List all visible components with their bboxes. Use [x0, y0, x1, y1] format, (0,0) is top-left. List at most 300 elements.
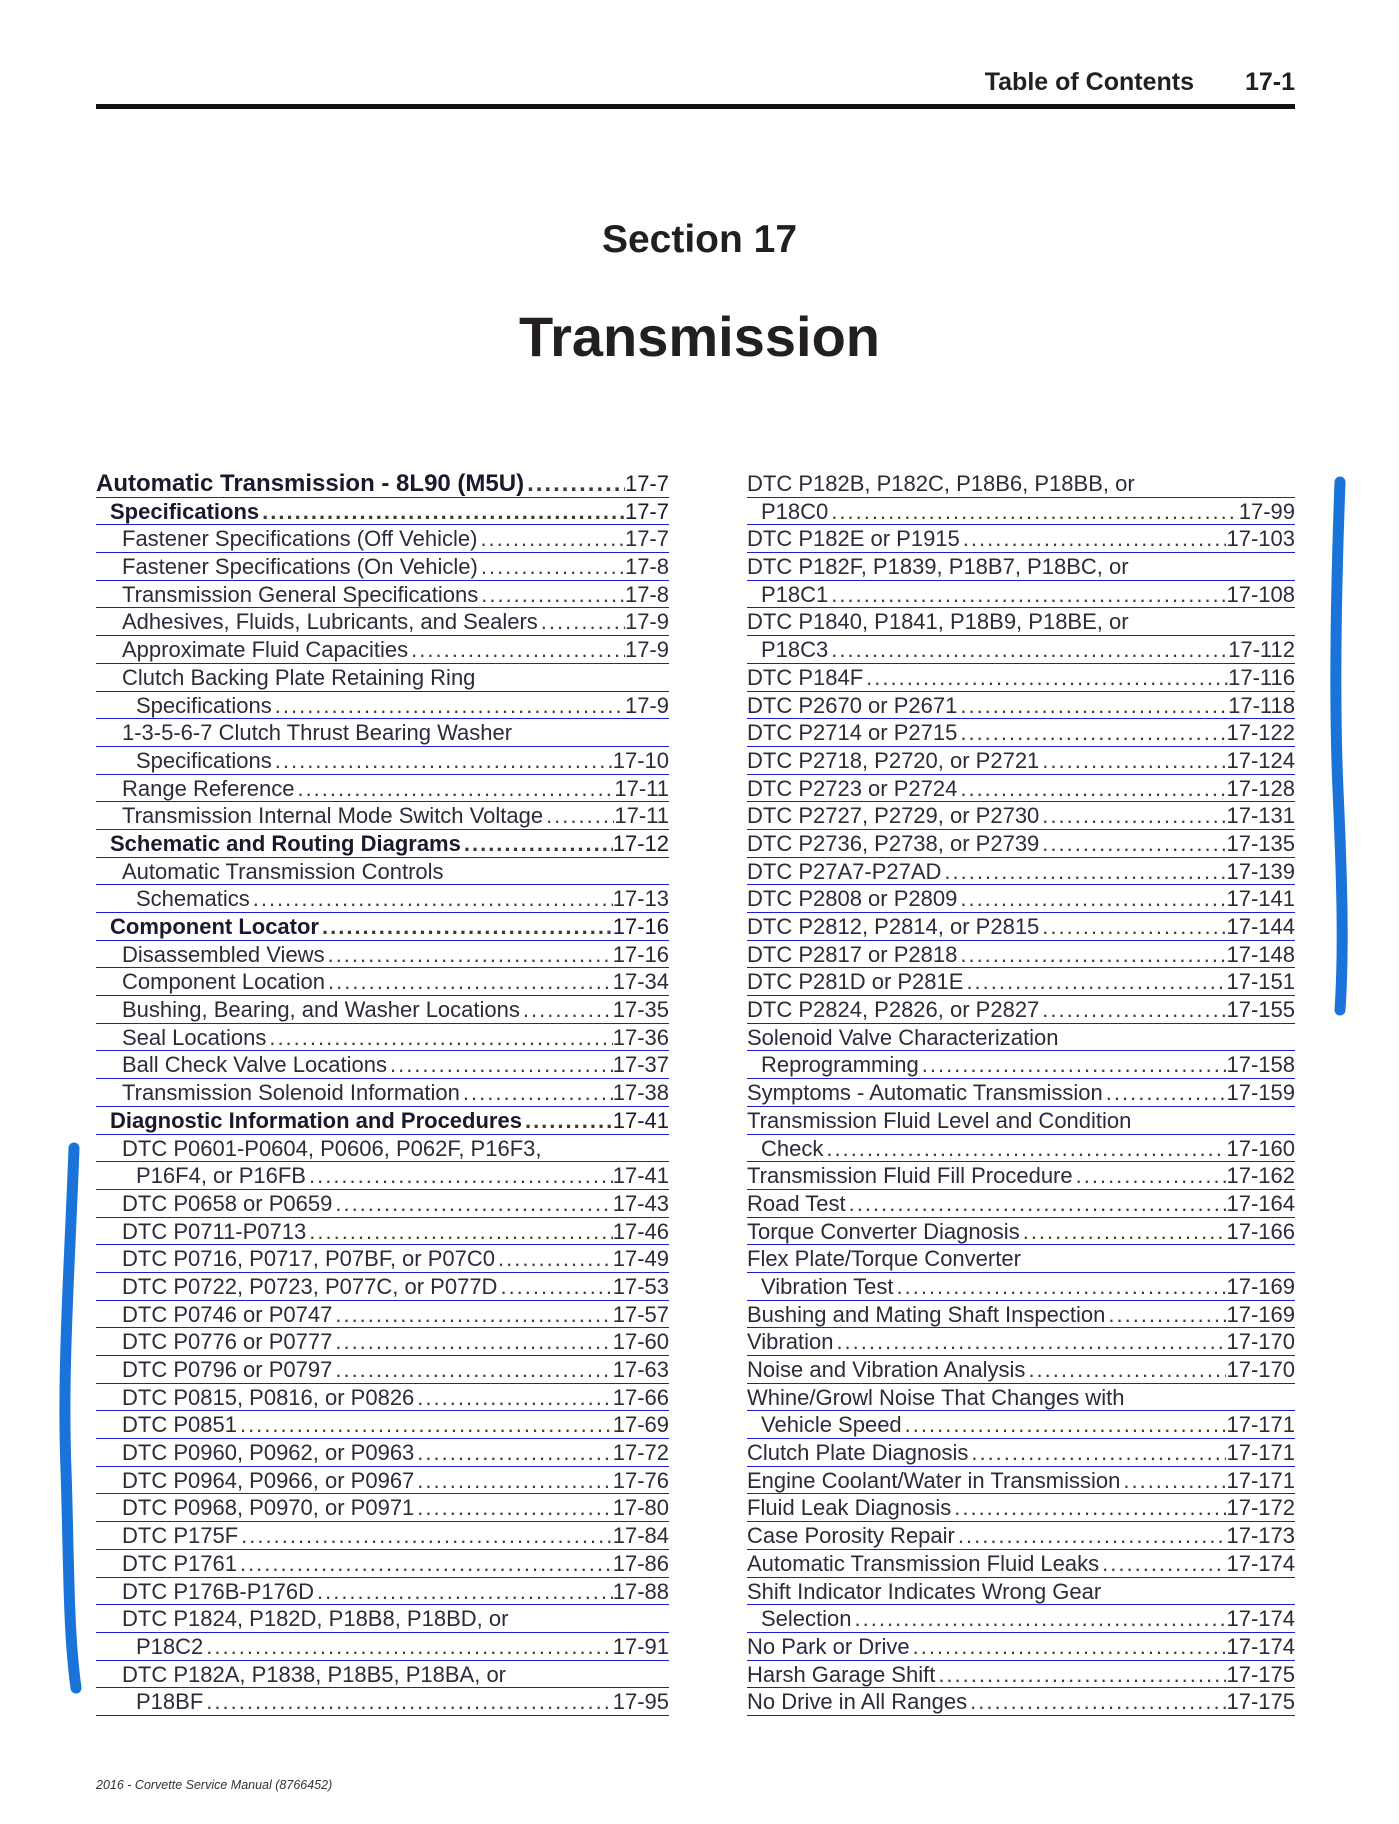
toc-entry[interactable] [96, 498, 669, 526]
toc-entry[interactable] [96, 1494, 669, 1522]
toc-entry-page: 17-175 [1226, 1689, 1295, 1715]
page-footer: 2016 - Corvette Service Manual (8766452) [96, 1778, 333, 1792]
toc-entry[interactable] [747, 719, 1295, 747]
toc-entry-title: Noise and Vibration Analysis [747, 1357, 1026, 1382]
toc-entry[interactable] [96, 664, 669, 692]
toc-entry[interactable] [96, 608, 669, 636]
toc-entry-title: DTC P1840, P1841, P18B9, P18BE, or [747, 609, 1129, 635]
toc-entry-page: 17-88 [612, 1578, 669, 1604]
toc-left-column [96, 470, 669, 1716]
toc-entry[interactable] [747, 996, 1295, 1024]
toc-entry-title: Harsh Garage Shift [747, 1661, 936, 1687]
toc-entry-title: DTC P2718, P2720, or P2721 [747, 747, 1040, 773]
toc-entry[interactable] [747, 1494, 1295, 1522]
toc-entry-title: DTC P0601-P0604, P0606, P062F, P16F3, [122, 1135, 542, 1161]
toc-entry-title: 1-3-5-6-7 Clutch Thrust Bearing Washer [122, 720, 513, 746]
toc-dot-leader [863, 664, 1228, 692]
toc-dot-leader [1039, 830, 1226, 858]
toc-entry[interactable] [747, 1107, 1295, 1135]
toc-entry[interactable] [96, 1218, 669, 1246]
toc-entry-title: DTC P1824, P182D, P18B8, P18BD, or [122, 1606, 509, 1632]
toc-dot-leader [414, 1439, 612, 1467]
toc-dot-leader [414, 1467, 612, 1495]
toc-entry-page: 17-49 [612, 1246, 669, 1272]
toc-dot-leader [325, 941, 613, 969]
toc-entry-page: 17-38 [612, 1080, 669, 1106]
toc-dot-leader [203, 1633, 612, 1661]
toc-entry-page: 17-12 [612, 830, 669, 856]
toc-entry-page: 17-69 [612, 1412, 669, 1438]
toc-entry[interactable] [96, 1301, 669, 1329]
toc-entry[interactable] [747, 1661, 1295, 1689]
toc-entry-page: 17-7 [624, 471, 669, 496]
toc-entry[interactable] [747, 913, 1295, 941]
toc-entry-page: 17-141 [1226, 886, 1295, 912]
toc-entry-page: 17-9 [624, 609, 669, 635]
toc-entry-title: Check [761, 1135, 824, 1161]
toc-entry-page: 17-11 [614, 803, 669, 829]
toc-dot-leader [250, 885, 613, 913]
toc-entry[interactable] [96, 1079, 669, 1107]
section-label: Section 17 [601, 218, 798, 261]
toc-dot-leader [957, 719, 1226, 747]
toc-entry[interactable] [96, 1661, 669, 1689]
toc-entry[interactable] [96, 996, 669, 1024]
toc-entry-title: Adhesives, Fluids, Lubricants, and Sealers [122, 609, 538, 635]
toc-entry-page: 17-174 [1226, 1633, 1295, 1659]
toc-entry[interactable] [96, 719, 669, 747]
toc-entry-page: 17-95 [612, 1689, 669, 1715]
toc-entry-title: DTC P0746 or P0747 [122, 1301, 333, 1327]
toc-dot-leader [968, 1439, 1226, 1467]
toc-entry-title: Bushing, Bearing, and Washer Locations [122, 997, 520, 1023]
toc-entry-title: DTC P2812, P2814, or P2815 [747, 914, 1040, 939]
toc-entry-title: P18C0 [761, 498, 829, 524]
toc-entry-title: Clutch Plate Diagnosis [747, 1440, 969, 1466]
toc-dot-leader [941, 858, 1226, 886]
toc-entry[interactable] [747, 775, 1295, 803]
toc-entry-page: 17-173 [1226, 1523, 1295, 1549]
toc-dot-leader [238, 1522, 613, 1550]
toc-entry[interactable] [747, 498, 1295, 526]
toc-dot-leader [408, 636, 625, 664]
toc-dot-leader [951, 1494, 1226, 1522]
toc-entry[interactable] [96, 692, 669, 720]
toc-entry-title: Case Porosity Repair [747, 1523, 955, 1549]
toc-entry[interactable] [96, 1328, 669, 1356]
toc-entry-title: Torque Converter Diagnosis [747, 1218, 1020, 1244]
toc-dot-leader [460, 1079, 613, 1107]
toc-dot-leader [332, 1190, 612, 1218]
toc-dot-leader [306, 1218, 612, 1246]
toc-entry-page: 17-9 [624, 637, 669, 663]
toc-entry-title: Automatic Transmission Controls [122, 858, 444, 884]
page-header [96, 68, 1295, 109]
toc-entry[interactable] [747, 608, 1295, 636]
toc-entry-page: 17-171 [1226, 1440, 1295, 1466]
toc-entry-title: Engine Coolant/Water in Transmission [747, 1467, 1121, 1493]
toc-entry[interactable] [747, 1135, 1295, 1163]
toc-entry[interactable] [96, 553, 669, 581]
toc-entry[interactable] [747, 1328, 1295, 1356]
toc-entry[interactable] [96, 1051, 669, 1079]
toc-entry[interactable] [96, 1273, 669, 1301]
toc-entry[interactable] [96, 1384, 669, 1412]
annotation-marker-right [1318, 470, 1358, 1030]
header-title: Table of Contents [984, 68, 1194, 96]
annotation-marker-left [52, 1140, 92, 1700]
toc-entry[interactable] [96, 775, 669, 803]
toc-entry[interactable] [96, 1245, 669, 1273]
toc-entry-page: 17-160 [1226, 1135, 1295, 1161]
toc-entry[interactable] [747, 553, 1295, 581]
toc-entry-page: 17-174 [1226, 1606, 1295, 1632]
toc-entry-page: 17-43 [612, 1190, 669, 1216]
toc-dot-leader [387, 1051, 613, 1079]
toc-entry[interactable] [747, 1301, 1295, 1329]
toc-entry-page: 17-159 [1226, 1080, 1295, 1106]
toc-entry-page: 17-171 [1226, 1412, 1295, 1438]
toc-entry[interactable] [96, 525, 669, 553]
toc-dot-leader [306, 1162, 613, 1190]
toc-entry-title: Road Test [747, 1190, 846, 1216]
toc-entry-title: Approximate Fluid Capacities [122, 637, 409, 663]
header-page-number: 17-1 [1244, 68, 1295, 96]
toc-dot-leader [823, 1135, 1226, 1163]
toc-dot-leader [314, 1578, 613, 1606]
toc-entry-page: 17-84 [612, 1523, 669, 1549]
toc-entry[interactable] [747, 858, 1295, 886]
toc-dot-leader [332, 1356, 612, 1384]
toc-dot-leader [237, 1550, 613, 1578]
toc-entry-title: No Park or Drive [747, 1633, 910, 1659]
toc-entry[interactable] [747, 968, 1295, 996]
toc-entry-title: DTC P182B, P182C, P18B6, P18BB, or [747, 471, 1135, 496]
toc-entry-title: DTC P0711-P0713 [122, 1218, 307, 1244]
toc-dot-leader [957, 885, 1226, 913]
toc-entry[interactable] [96, 1190, 669, 1218]
toc-entry[interactable] [96, 470, 669, 498]
toc-entry[interactable] [96, 581, 669, 609]
toc-entry[interactable] [96, 1107, 669, 1135]
toc-entry-title: P18C2 [136, 1633, 204, 1659]
toc-entry-title: P16F4, or P16FB [136, 1163, 306, 1189]
toc-entry-title: Fastener Specifications (On Vehicle) [122, 554, 478, 580]
toc-entry[interactable] [747, 1467, 1295, 1495]
toc-dot-leader [828, 581, 1226, 609]
toc-entry-page: 17-174 [1226, 1550, 1295, 1576]
toc-entry[interactable] [747, 1605, 1295, 1633]
toc-dot-leader [957, 941, 1226, 969]
toc-entry-title: Shift Indicator Indicates Wrong Gear [747, 1578, 1102, 1604]
toc-dot-leader [846, 1190, 1227, 1218]
toc-entry[interactable] [747, 885, 1295, 913]
toc-dot-leader [203, 1688, 612, 1716]
toc-entry[interactable] [96, 1135, 669, 1163]
toc-entry[interactable] [747, 1079, 1295, 1107]
toc-entry-title: Specifications [136, 692, 272, 718]
toc-entry-title: Diagnostic Information and Procedures [110, 1107, 522, 1133]
toc-entry[interactable] [96, 858, 669, 886]
toc-entry-page: 17-7 [624, 498, 669, 524]
toc-entry-title: DTC P1761 [122, 1550, 237, 1576]
toc-entry[interactable] [747, 1024, 1295, 1052]
toc-entry-title: DTC P176B-P176D [122, 1578, 314, 1604]
toc-entry[interactable] [747, 1356, 1295, 1384]
toc-entry-page: 17-148 [1226, 941, 1295, 967]
toc-entry-title: Specifications [136, 747, 272, 773]
toc-entry-page: 17-63 [612, 1357, 669, 1382]
toc-entry-title: DTC P184F [747, 664, 864, 690]
toc-entry-page: 17-11 [614, 775, 669, 801]
toc-entry[interactable] [747, 1384, 1295, 1412]
toc-dot-leader [237, 1411, 613, 1439]
toc-right-column [747, 470, 1295, 1716]
toc-entry-page: 17-76 [612, 1467, 669, 1493]
toc-entry[interactable] [747, 1051, 1295, 1079]
toc-entry-page: 17-118 [1228, 692, 1295, 718]
toc-dot-leader [1073, 1162, 1227, 1190]
toc-entry-title: Selection [761, 1606, 852, 1632]
toc-entry-title: Component Locator [110, 914, 319, 939]
toc-entry-page: 17-41 [612, 1163, 669, 1189]
toc-entry-page: 17-169 [1226, 1273, 1295, 1299]
toc-entry-title: DTC P0964, P0966, or P0967 [122, 1467, 415, 1493]
toc-entry-page: 17-57 [612, 1301, 669, 1327]
toc-entry[interactable] [96, 802, 669, 830]
toc-entry[interactable] [747, 1411, 1295, 1439]
toc-dot-leader [520, 996, 613, 1024]
toc-entry[interactable] [747, 525, 1295, 553]
toc-entry[interactable] [96, 1356, 669, 1384]
toc-dot-leader [967, 1688, 1226, 1716]
toc-entry-page: 17-135 [1226, 830, 1295, 856]
toc-entry-page: 17-128 [1226, 775, 1295, 801]
toc-entry[interactable] [96, 1550, 669, 1578]
toc-entry[interactable] [747, 1162, 1295, 1190]
toc-dot-leader [524, 470, 625, 498]
toc-entry[interactable] [747, 1633, 1295, 1661]
toc-entry-title: DTC P0960, P0962, or P0963 [122, 1440, 415, 1466]
toc-dot-leader [538, 608, 625, 636]
toc-entry-title: DTC P2727, P2729, or P2730 [747, 803, 1040, 829]
toc-entry-page: 17-112 [1228, 637, 1295, 663]
toc-entry-page: 17-144 [1226, 914, 1295, 939]
toc-entry[interactable] [96, 913, 669, 941]
toc-entry-title: No Drive in All Ranges [747, 1689, 968, 1715]
toc-entry-page: 17-16 [612, 941, 669, 967]
toc-entry-title: DTC P2670 or P2671 [747, 692, 958, 718]
toc-entry[interactable] [96, 1439, 669, 1467]
toc-entry-title: Vehicle Speed [761, 1412, 902, 1438]
toc-entry[interactable] [747, 1218, 1295, 1246]
toc-dot-leader [1039, 747, 1226, 775]
toc-entry[interactable] [747, 747, 1295, 775]
toc-entry[interactable] [96, 636, 669, 664]
toc-entry-page: 17-103 [1226, 526, 1295, 552]
toc-dot-leader [332, 1301, 612, 1329]
toc-dot-leader [1039, 913, 1226, 941]
toc-entry-title: P18BF [136, 1689, 204, 1715]
toc-dot-leader [272, 747, 613, 775]
toc-entry[interactable] [96, 1633, 669, 1661]
toc-dot-leader [828, 498, 1238, 526]
toc-entry[interactable] [96, 1605, 669, 1633]
toc-entry-page: 17-175 [1226, 1661, 1295, 1687]
toc-entry-title: P18C3 [761, 637, 829, 663]
toc-entry-title: DTC P0851 [122, 1412, 237, 1438]
toc-dot-leader [894, 1273, 1227, 1301]
toc-entry[interactable] [747, 1273, 1295, 1301]
toc-entry-title: Schematic and Routing Diagrams [110, 830, 461, 856]
toc-entry-page: 17-122 [1226, 720, 1295, 746]
toc-entry-page: 17-139 [1226, 858, 1295, 884]
toc-entry-title: DTC P182A, P1838, P18B5, P18BA, or [122, 1661, 507, 1687]
toc-entry-page: 17-172 [1226, 1495, 1295, 1521]
toc-entry-page: 17-9 [624, 692, 669, 718]
toc-dot-leader [1120, 1467, 1226, 1495]
toc-entry-title: DTC P182F, P1839, P18B7, P18BC, or [747, 554, 1129, 580]
toc-entry[interactable] [747, 830, 1295, 858]
toc-entry[interactable] [96, 830, 669, 858]
toc-entry[interactable] [96, 1522, 669, 1550]
toc-entry-title: DTC P0716, P0717, P07BF, or P07C0 [122, 1246, 495, 1272]
toc-entry-title: DTC P2736, P2738, or P2739 [747, 830, 1040, 856]
toc-entry-page: 17-41 [612, 1107, 669, 1133]
toc-entry-title: Range Reference [122, 775, 295, 801]
toc-entry-page: 17-53 [612, 1273, 669, 1299]
toc-entry-title: DTC P2817 or P2818 [747, 941, 958, 967]
toc-entry-title: Transmission Fluid Fill Procedure [747, 1163, 1073, 1189]
toc-dot-leader [1025, 1356, 1226, 1384]
toc-dot-leader [414, 1494, 612, 1522]
toc-entry-title: Bushing and Mating Shaft Inspection [747, 1301, 1106, 1327]
toc-dot-leader [319, 913, 613, 941]
toc-dot-leader [495, 1245, 613, 1273]
toc-dot-leader [935, 1661, 1226, 1689]
toc-entry[interactable] [96, 941, 669, 969]
toc-dot-leader [543, 802, 614, 830]
toc-dot-leader [1039, 996, 1226, 1024]
toc-dot-leader [852, 1605, 1227, 1633]
toc-entry[interactable] [96, 1467, 669, 1495]
toc-entry[interactable] [747, 1578, 1295, 1606]
toc-dot-leader [259, 498, 625, 526]
toc-dot-leader [497, 1273, 612, 1301]
toc-entry-title: DTC P2714 or P2715 [747, 720, 958, 746]
toc-dot-leader [461, 830, 613, 858]
toc-entry[interactable] [747, 1522, 1295, 1550]
toc-entry-page: 17-171 [1226, 1467, 1295, 1493]
toc-entry-title: Flex Plate/Torque Converter [747, 1246, 1021, 1272]
toc-entry-page: 17-72 [612, 1440, 669, 1466]
toc-entry-page: 17-151 [1226, 969, 1295, 995]
toc-entry-page: 17-66 [612, 1384, 669, 1410]
toc-entry-title: Solenoid Valve Characterization [747, 1024, 1059, 1050]
toc-entry[interactable] [96, 1024, 669, 1052]
toc-entry-page: 17-116 [1228, 664, 1295, 690]
toc-entry[interactable] [96, 747, 669, 775]
toc-dot-leader [325, 968, 613, 996]
toc-entry[interactable] [747, 1245, 1295, 1273]
toc-dot-leader [272, 692, 625, 720]
toc-entry-page: 17-8 [624, 554, 669, 580]
toc-entry-title: DTC P281D or P281E [747, 969, 964, 995]
toc-entry-title: Transmission Solenoid Information [122, 1080, 460, 1106]
toc-entry-page: 17-7 [624, 526, 669, 552]
toc-entry-title: Transmission General Specifications [122, 581, 479, 607]
toc-entry-title: DTC P0815, P0816, or P0826 [122, 1384, 415, 1410]
toc-entry[interactable] [747, 941, 1295, 969]
toc-entry-page: 17-37 [612, 1052, 669, 1078]
toc-entry-title: Fastener Specifications (Off Vehicle) [122, 526, 478, 552]
toc-entry[interactable] [747, 636, 1295, 664]
toc-dot-leader [828, 636, 1228, 664]
toc-entry-title: Vibration Test [761, 1273, 894, 1299]
toc-entry-title: DTC P2824, P2826, or P2827 [747, 997, 1040, 1023]
toc-entry-title: Ball Check Valve Locations [122, 1052, 387, 1078]
toc-entry[interactable] [96, 885, 669, 913]
toc-entry-title: Automatic Transmission - 8L90 (M5U) [96, 470, 525, 497]
toc-entry-page: 17-169 [1226, 1301, 1295, 1327]
toc-dot-leader [1039, 802, 1226, 830]
toc-entry-title: Clutch Backing Plate Retaining Ring [122, 664, 476, 690]
toc-entry-page: 17-34 [612, 969, 669, 995]
toc-entry-title: Reprogramming [761, 1052, 919, 1078]
toc-entry-page: 17-164 [1226, 1190, 1295, 1216]
toc-entry[interactable] [747, 470, 1295, 498]
toc-entry-page: 17-166 [1226, 1218, 1295, 1244]
toc-entry[interactable] [747, 692, 1295, 720]
toc-dot-leader [957, 775, 1226, 803]
toc-entry-page: 17-86 [612, 1550, 669, 1576]
toc-entry[interactable] [96, 968, 669, 996]
toc-dot-leader [294, 775, 614, 803]
toc-entry[interactable] [747, 581, 1295, 609]
toc-entry-page: 17-91 [612, 1633, 669, 1659]
toc-entry[interactable] [747, 1688, 1295, 1716]
toc-entry[interactable] [747, 1550, 1295, 1578]
toc-entry[interactable] [96, 1162, 669, 1190]
toc-entry-title: Disassembled Views [122, 941, 325, 967]
toc-dot-leader [478, 553, 625, 581]
toc-entry[interactable] [747, 1439, 1295, 1467]
toc-entry-title: DTC P182E or P1915 [747, 526, 960, 552]
toc-entry-page: 17-16 [612, 914, 669, 939]
toc-dot-leader [963, 968, 1226, 996]
toc-dot-leader [522, 1107, 613, 1135]
toc-dot-leader [266, 1024, 612, 1052]
toc-entry-page: 17-13 [612, 886, 669, 912]
toc-entry-page: 17-10 [612, 747, 669, 773]
toc-entry-title: P18C1 [761, 581, 829, 607]
toc-entry-title: Schematics [136, 886, 250, 912]
toc-entry-title: DTC P2808 or P2809 [747, 886, 958, 912]
toc-entry-page: 17-80 [612, 1495, 669, 1521]
toc-entry-title: Fluid Leak Diagnosis [747, 1495, 952, 1521]
toc-entry[interactable] [747, 664, 1295, 692]
toc-dot-leader [910, 1633, 1227, 1661]
toc-entry-page: 17-99 [1238, 498, 1295, 524]
toc-entry-title: Component Location [122, 969, 326, 995]
toc-entry[interactable] [96, 1688, 669, 1716]
toc-entry[interactable] [96, 1578, 669, 1606]
toc-entry[interactable] [96, 1411, 669, 1439]
toc-entry[interactable] [747, 1190, 1295, 1218]
toc-entry[interactable] [747, 802, 1295, 830]
toc-entry-title: Transmission Internal Mode Switch Voltage [122, 803, 544, 829]
toc-entry-page: 17-35 [612, 997, 669, 1023]
